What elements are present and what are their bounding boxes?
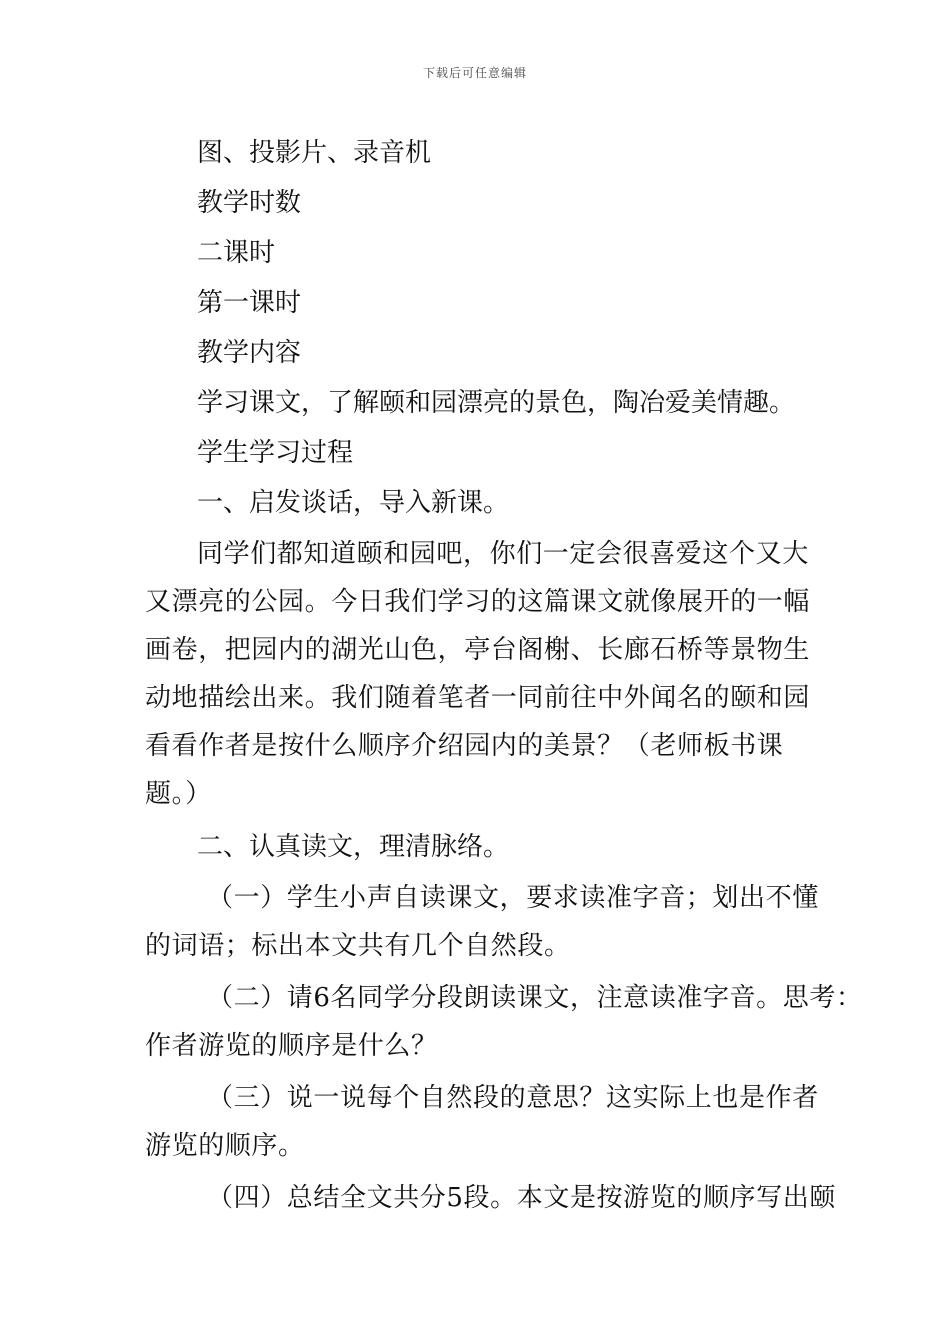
paragraph-line: 题。） [145, 779, 212, 809]
text-line: 二课时 [197, 238, 276, 268]
paragraph-line: 又漂亮的公园。今日我们学习的这篇课文就像展开的一幅 [145, 587, 811, 617]
paragraph-line: 看看作者是按什么顺序介绍园内的美景？（老师板书课 [145, 731, 784, 761]
paragraph-line: （二）请6名同学分段朗读课文，注意读准字音。思考： [207, 983, 863, 1013]
text-line: 学生学习过程 [197, 438, 354, 468]
document-body [145, 128, 863, 1222]
paragraph-line: 游览的顺序。 [145, 1131, 305, 1161]
paragraph-line: （一）学生小声自读课文，要求读准字音；划出不懂 [207, 883, 819, 913]
paragraph-line: 画卷，把园内的湖光山色，亭台阁榭、长廊石桥等景物生 [145, 635, 811, 665]
text-line: 一、启发谈话，导入新课。 [197, 488, 510, 518]
paragraph-line: 同学们都知道颐和园吧，你们一定会很喜爱这个又大 [197, 539, 809, 569]
text-line: 第一课时 [197, 288, 302, 318]
text-line: 学习课文，了解颐和园漂亮的景色，陶冶爱美情趣。 [197, 388, 796, 418]
item-one [145, 874, 819, 970]
paragraph-line: （三）说一说每个自然段的意思？这实际上也是作者 [207, 1083, 819, 1113]
item-three [145, 1074, 819, 1170]
text-line: 教学内容 [197, 338, 302, 368]
paragraph-line: （四）总结全文共分5段。本文是按游览的顺序写出颐 [207, 1183, 836, 1213]
text-line: 教学时数 [197, 188, 302, 218]
paragraph-line: 动地描绘出来。我们随着笔者一同前往中外闻名的颐和园 [145, 683, 811, 713]
item-four [145, 1174, 836, 1222]
paragraph-line: 作者游览的顺序是什么？ [145, 1031, 438, 1061]
item-two [145, 974, 863, 1070]
page-header: 下载后可任意编辑 [422, 66, 527, 80]
text-line: 图、投影片、录音机 [197, 138, 432, 168]
paragraph-line: 的词语；标出本文共有几个自然段。 [145, 931, 571, 961]
paragraph-intro [145, 530, 810, 818]
section-title: 二、认真读文，理清脉络。 [197, 832, 510, 862]
